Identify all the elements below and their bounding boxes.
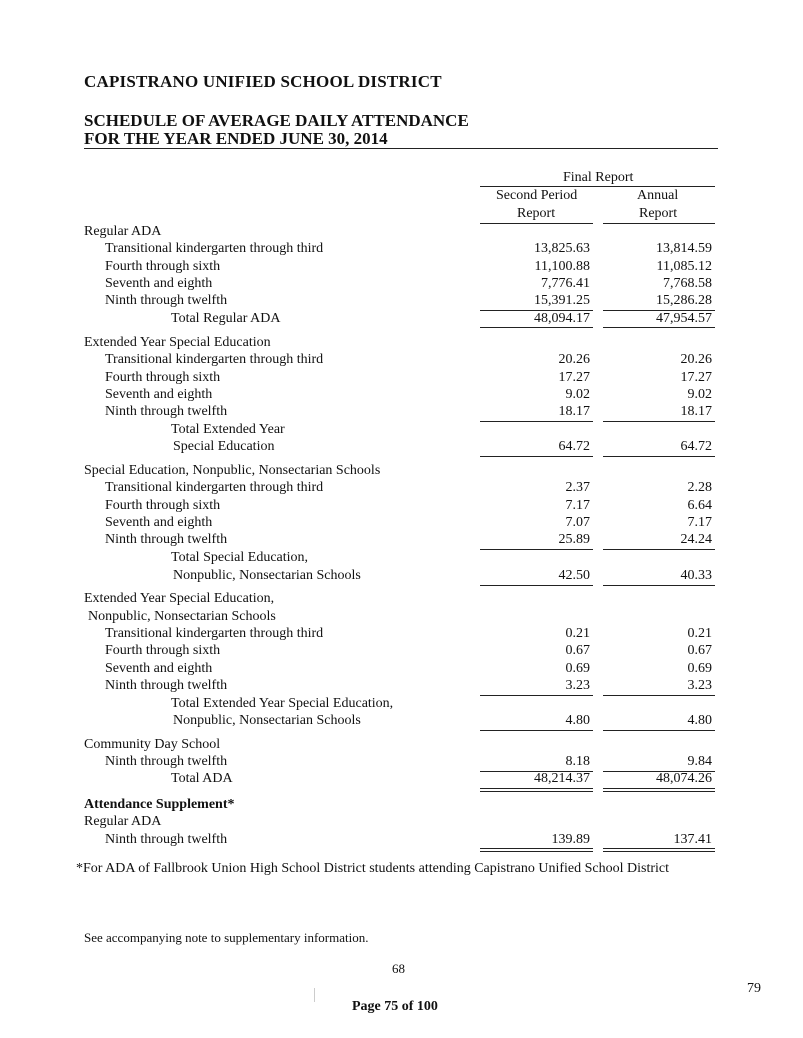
second-period-value: 48,094.17 <box>534 311 590 326</box>
page-number: 68 <box>392 961 405 976</box>
double-total-rule <box>603 848 715 849</box>
table-row <box>84 463 718 480</box>
annual-value: 2.28 <box>687 480 712 495</box>
table-row <box>84 387 718 404</box>
row-label: Ninth through twelfth <box>105 404 228 419</box>
table-row <box>84 797 718 814</box>
annual-value: 64.72 <box>680 439 712 454</box>
annual-value: 11,085.12 <box>656 259 712 274</box>
district-name: CAPISTRANO UNIFIED SCHOOL DISTRICT <box>84 72 442 91</box>
row-label: Ninth through twelfth <box>105 678 228 693</box>
annual-value: 4.80 <box>687 713 712 728</box>
total-rule <box>603 585 715 586</box>
table-row <box>84 696 718 713</box>
section-label: Regular ADA <box>84 224 162 239</box>
section-label: Extended Year Special Education, <box>84 591 275 606</box>
total-rule <box>480 585 593 586</box>
table-row <box>84 335 718 352</box>
margin-page-number: 79 <box>747 981 761 996</box>
annual-value: 3.23 <box>687 678 712 693</box>
table-row <box>84 293 718 310</box>
table-row <box>84 439 718 456</box>
final-report-rule <box>480 186 715 187</box>
row-label: Seventh and eighth <box>105 515 213 530</box>
table-row <box>84 814 718 831</box>
total-label: Total Special Education, <box>171 550 309 565</box>
table-row <box>84 643 718 660</box>
second-period-value: 0.67 <box>565 643 590 658</box>
second-period-value: 25.89 <box>558 532 590 547</box>
row-label: Transitional kindergarten through third <box>105 352 324 367</box>
table-row <box>84 713 718 730</box>
table-row <box>84 626 718 643</box>
total-label: Total Regular ADA <box>171 311 281 326</box>
row-label: Ninth through twelfth <box>105 754 228 769</box>
second-period-value: 13,825.63 <box>534 241 590 256</box>
row-label: Seventh and eighth <box>105 387 213 402</box>
title-rule <box>84 148 718 149</box>
second-period-value: 4.80 <box>565 713 590 728</box>
table-row <box>84 422 718 439</box>
second-period-value: 15,391.25 <box>534 293 590 308</box>
second-period-value: 2.37 <box>565 480 590 495</box>
annual-value: 17.27 <box>680 370 712 385</box>
section-label: Special Education, Nonpublic, Nonsectarian Schools <box>84 463 381 478</box>
supplementary-note: See accompanying note to supplementary information. <box>84 930 369 945</box>
annual-value: 40.33 <box>680 568 712 583</box>
annual-value: 24.24 <box>680 532 712 547</box>
annual-value: 13,814.59 <box>656 241 712 256</box>
double-total-rule <box>480 848 593 849</box>
table-row <box>84 591 718 608</box>
table-row <box>84 480 718 497</box>
double-total-rule <box>603 851 715 852</box>
col1-header-line2: Report <box>517 206 556 221</box>
table-row <box>84 754 718 771</box>
total-label: Total Extended Year Special Education, <box>171 696 394 711</box>
row-label: Ninth through twelfth <box>105 532 228 547</box>
annual-value: 9.02 <box>687 387 712 402</box>
page-of-total: Page 75 of 100 <box>352 999 438 1014</box>
row-label: Transitional kindergarten through third <box>105 241 324 256</box>
schedule-title-line2: FOR THE YEAR ENDED JUNE 30, 2014 <box>84 129 388 148</box>
table-row <box>84 678 718 695</box>
total-label: Total Extended Year <box>171 422 285 437</box>
second-period-value: 7,776.41 <box>541 276 590 291</box>
second-period-value: 139.89 <box>551 832 590 847</box>
total-rule <box>480 730 593 731</box>
row-label: Fourth through sixth <box>105 643 221 658</box>
row-label: Fourth through sixth <box>105 370 221 385</box>
double-total-rule <box>480 788 593 789</box>
row-label: Ninth through twelfth <box>105 832 228 847</box>
section-label: Extended Year Special Education <box>84 335 271 350</box>
total-label: Nonpublic, Nonsectarian Schools <box>173 568 361 583</box>
second-period-value: 18.17 <box>558 404 590 419</box>
annual-value: 0.69 <box>687 661 712 676</box>
final-report-header: Final Report <box>563 170 634 185</box>
table-row <box>84 532 718 549</box>
double-total-rule <box>603 788 715 789</box>
table-row <box>84 550 718 567</box>
annual-value: 9.84 <box>687 754 712 769</box>
total-label: Total ADA <box>171 771 233 786</box>
table-row <box>84 771 718 788</box>
row-label: Seventh and eighth <box>105 276 213 291</box>
table-row <box>84 352 718 369</box>
footnote: *For ADA of Fallbrook Union High School District students attending Capistrano Unified School District <box>76 861 670 876</box>
section-label: Nonpublic, Nonsectarian Schools <box>88 609 276 624</box>
table-row <box>84 568 718 585</box>
total-label: Special Education <box>173 439 275 454</box>
total-label: Nonpublic, Nonsectarian Schools <box>173 713 361 728</box>
annual-value: 15,286.28 <box>656 293 712 308</box>
table-row <box>84 832 718 849</box>
double-total-rule <box>480 851 593 852</box>
section-label: Regular ADA <box>84 814 162 829</box>
double-total-rule <box>480 791 593 792</box>
double-total-rule <box>603 791 715 792</box>
table-row <box>84 259 718 276</box>
annual-value: 6.64 <box>687 498 712 513</box>
second-period-value: 0.69 <box>565 661 590 676</box>
annual-value: 7,768.58 <box>663 276 712 291</box>
annual-value: 20.26 <box>680 352 712 367</box>
total-rule <box>603 730 715 731</box>
supplement-heading: Attendance Supplement* <box>84 797 235 812</box>
row-label: Transitional kindergarten through third <box>105 626 324 641</box>
total-rule <box>480 327 593 328</box>
table-row <box>84 737 718 754</box>
table-row <box>84 404 718 421</box>
table-row <box>84 609 718 626</box>
table-row <box>84 498 718 515</box>
col2-header-line1: Annual <box>637 188 679 203</box>
row-label: Fourth through sixth <box>105 498 221 513</box>
second-period-value: 7.17 <box>565 498 590 513</box>
second-period-value: 17.27 <box>558 370 590 385</box>
annual-value: 0.21 <box>687 626 712 641</box>
total-rule <box>603 456 715 457</box>
annual-value: 47,954.57 <box>656 311 712 326</box>
row-label: Seventh and eighth <box>105 661 213 676</box>
table-row <box>84 311 718 328</box>
section-label: Community Day School <box>84 737 221 752</box>
total-rule <box>480 456 593 457</box>
second-period-value: 42.50 <box>558 568 590 583</box>
table-row <box>84 224 718 241</box>
second-period-value: 0.21 <box>565 626 590 641</box>
schedule-title-line1: SCHEDULE OF AVERAGE DAILY ATTENDANCE <box>84 111 469 130</box>
second-period-value: 48,214.37 <box>534 771 590 786</box>
table-row <box>84 661 718 678</box>
second-period-value: 9.02 <box>565 387 590 402</box>
second-period-value: 64.72 <box>558 439 590 454</box>
row-label: Fourth through sixth <box>105 259 221 274</box>
second-period-value: 11,100.88 <box>534 259 590 274</box>
col1-header-line1: Second Period <box>496 188 578 203</box>
table-row <box>84 241 718 258</box>
total-rule <box>603 327 715 328</box>
second-period-value: 3.23 <box>565 678 590 693</box>
row-label: Ninth through twelfth <box>105 293 228 308</box>
table-row <box>84 276 718 293</box>
second-period-value: 8.18 <box>565 754 590 769</box>
table-row <box>84 370 718 387</box>
scan-mark <box>314 988 315 1002</box>
annual-value: 48,074.26 <box>656 771 712 786</box>
annual-value: 0.67 <box>687 643 712 658</box>
annual-value: 7.17 <box>687 515 712 530</box>
second-period-value: 20.26 <box>558 352 590 367</box>
table-row <box>84 515 718 532</box>
annual-value: 18.17 <box>680 404 712 419</box>
col2-header-line2: Report <box>639 206 678 221</box>
second-period-value: 7.07 <box>565 515 590 530</box>
row-label: Transitional kindergarten through third <box>105 480 324 495</box>
annual-value: 137.41 <box>673 832 712 847</box>
